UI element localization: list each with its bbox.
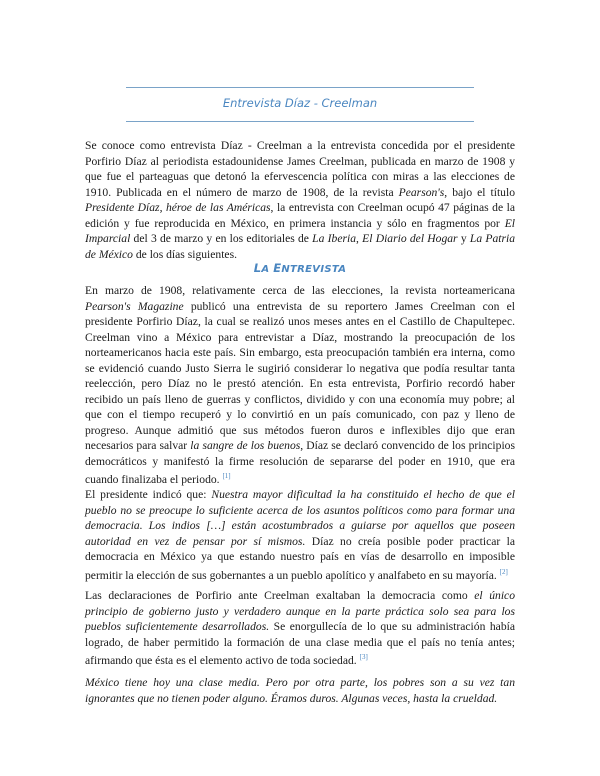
- paragraph-declarations: Las declaraciones de Porfirio ante Creelman exaltaban la democracia como el único principio de gobierno justo y verdadero aunque en la parte práctica solo sea para los pueblos suficientemente desarrollados. Se enorgullecía de lo que su administración había logrado, de haber permitido la formación de una clase media que el país no tenía antes; afirmando que ésta es el elemento activo de toda sociedad. [3]: [85, 589, 515, 667]
- footnote-link-3[interactable]: [3]: [359, 653, 368, 661]
- footnote-link-1[interactable]: [1]: [222, 472, 231, 480]
- title-rule-top: [126, 87, 474, 88]
- page-title: Entrevista Díaz - Creelman: [222, 96, 378, 110]
- footnote-link-2[interactable]: [2]: [499, 567, 508, 576]
- paragraph-president-quote: El presidente indicó que: Nuestra mayor dificultad la ha constituido el hecho de que el pueblo no se preocupe lo suficiente acerca de los asuntos políticos como para formar una democracia. Los indios […] están acostumbrados a guiarse por aquellos que poseen autoridad en vez de pensar por sí mismos. Díaz no creía posible poder practicar la democracia en México ya que estando nuestro país en vías de desarrollo en imposible permitir la elección de sus gobernantes a un pueblo apolítico y analfabeto en su mayoría. [2]: [85, 488, 515, 582]
- paragraph-interview: En marzo de 1908, relativamente cerca de las elecciones, la revista norteamericana Pearson's Magazine publicó una entrevista de su reportero James Creelman con el presidente Porfirio Díaz, la cual se realizó unos meses antes en el Castillo de Chapultepec. Creelman vino a México para entrevistar a Díaz, mostrando la preocupación de los norteamericanos hacia este país. Sin embargo, esta preocupación también era interna, como se evidenció cuando Justo Sierra le sugirió considerar lo negativa que podía resultar tanta reelección, pero Díaz no le prestó atención. En esta entrevista, Porfirio recordó haber recibido un país lleno de guerras y conflictos, dividido y con una economía muy pobre; al que con el tiempo recuperó y lo convirtió en un país comunicado, con paz y lleno de progreso. Aunque admitió que sus métodos fueron duros e inflexibles dijo que eran necesarios para salvar la sangre de los buenos, Díaz se declaró convencido de los principios democráticos y manifestó la firme resolución de separarse del poder en 1910, que era cuando finalizaba el periodo. [1]: [85, 284, 516, 486]
- paragraph-quote-middle-class: México tiene hoy una clase media. Pero por otra parte, los pobres son a su vez tan ignorantes que no tienen poder alguno. Éramos duros. Algunas veces, hasta la crueldad.: [85, 676, 515, 705]
- intro-paragraph: Se conoce como entrevista Díaz - Creelman a la entrevista concedida por el presidente Porfirio Díaz al periodista estadounidense James Creelman, publicada en marzo de 1908 y que fue el parteaguas que detonó la efervescencia política con miras a las elecciones de 1910. Publicada en el número de marzo de 1908, de la revista Pearson's, bajo el título Presidente Díaz, héroe de las Américas, la entrevista con Creelman ocupó 47 páginas de la edición y fue reproducida en México, en primera instancia y sólo en fragmentos por El Imparcial del 3 de marzo y en los editoriales de La Iberia, El Diario del Hogar y La Patria de México de los días siguientes.: [85, 139, 515, 261]
- section-heading: LA ENTREVISTA: [253, 261, 347, 275]
- title-rule-bottom: [126, 121, 474, 122]
